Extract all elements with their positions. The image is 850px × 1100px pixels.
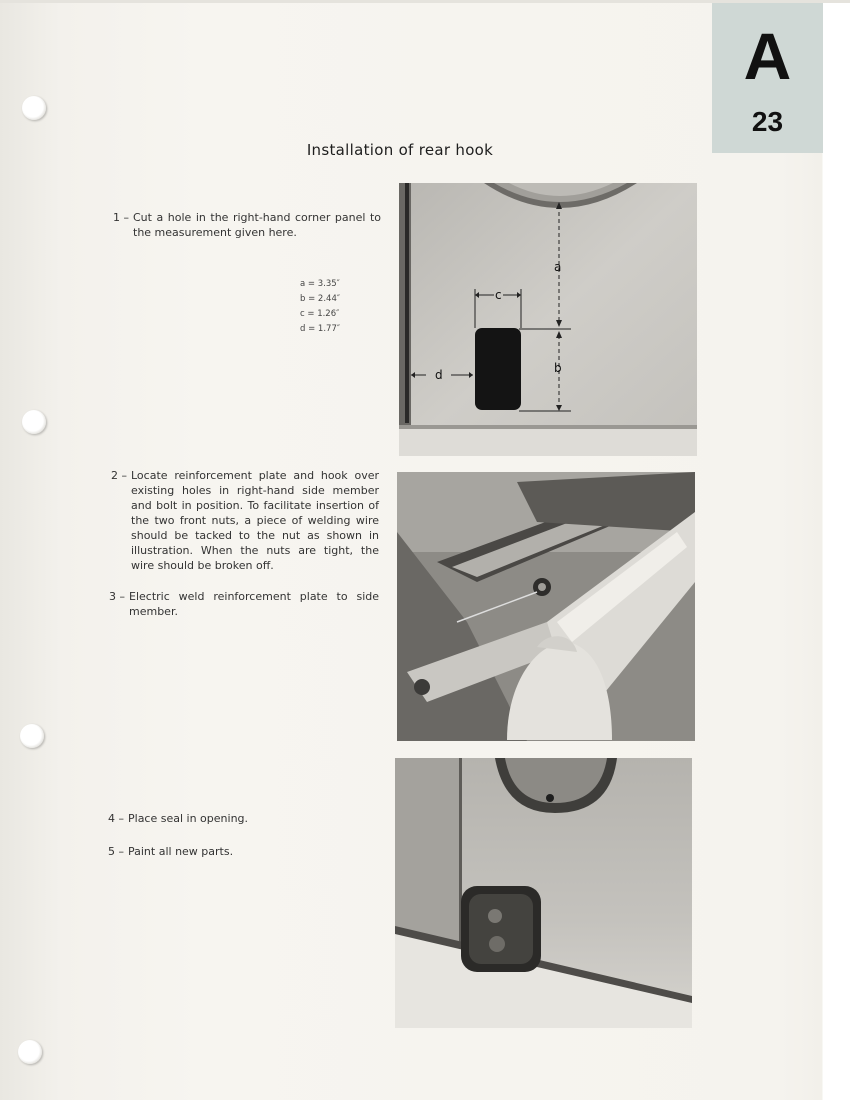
punch-hole	[20, 724, 44, 748]
measurement-c: c = 1.26″	[300, 309, 340, 319]
label-d: d	[435, 368, 443, 382]
step-text: Electric weld reinforcement plate to side member.	[129, 590, 379, 618]
punch-hole	[22, 410, 46, 434]
step-4	[108, 811, 368, 827]
section-tab	[712, 3, 823, 153]
step-5	[108, 844, 368, 860]
label-a: a	[554, 260, 562, 274]
step-3	[109, 589, 379, 621]
punch-hole	[18, 1040, 42, 1064]
step-1	[113, 210, 381, 242]
step-text: Paint all new parts.	[128, 845, 234, 858]
measurement-d: d = 1.77″	[300, 324, 341, 334]
measurement-list	[300, 277, 340, 337]
step-text: Cut a hole in the right-hand corner panel to the measurement given here.	[133, 211, 381, 239]
step-number: 3 –	[109, 590, 125, 603]
step-text: Place seal in opening.	[128, 812, 249, 825]
page-edge	[823, 0, 850, 1100]
measurement-b: b = 2.44″	[300, 294, 341, 304]
page-title: Installation of rear hook	[306, 141, 494, 159]
step-number: 5 –	[108, 845, 124, 858]
label-b: b	[554, 361, 562, 375]
step-2	[111, 468, 379, 573]
step-number: 4 –	[108, 812, 124, 825]
photo-hole-dimensions	[399, 183, 697, 456]
section-letter: A	[743, 19, 792, 93]
punch-hole	[22, 96, 46, 120]
photo-reinforcement-plate	[397, 472, 695, 741]
step-text: Locate reinforcement plate and hook over existing holes in right-hand side member and bolt in position. To facilitate insertion of the two front nuts, a piece of welding wire should be tacked to the nut as shown in illustration. When the nuts are tight, the wire should be broken off.	[131, 469, 379, 572]
step-number: 1 –	[113, 211, 129, 224]
measurement-a: a = 3.35″	[300, 279, 340, 289]
page-number: 23	[751, 106, 784, 137]
photo-seal-installed	[395, 758, 692, 1028]
label-c: c	[495, 288, 502, 302]
step-number: 2 –	[111, 469, 127, 482]
